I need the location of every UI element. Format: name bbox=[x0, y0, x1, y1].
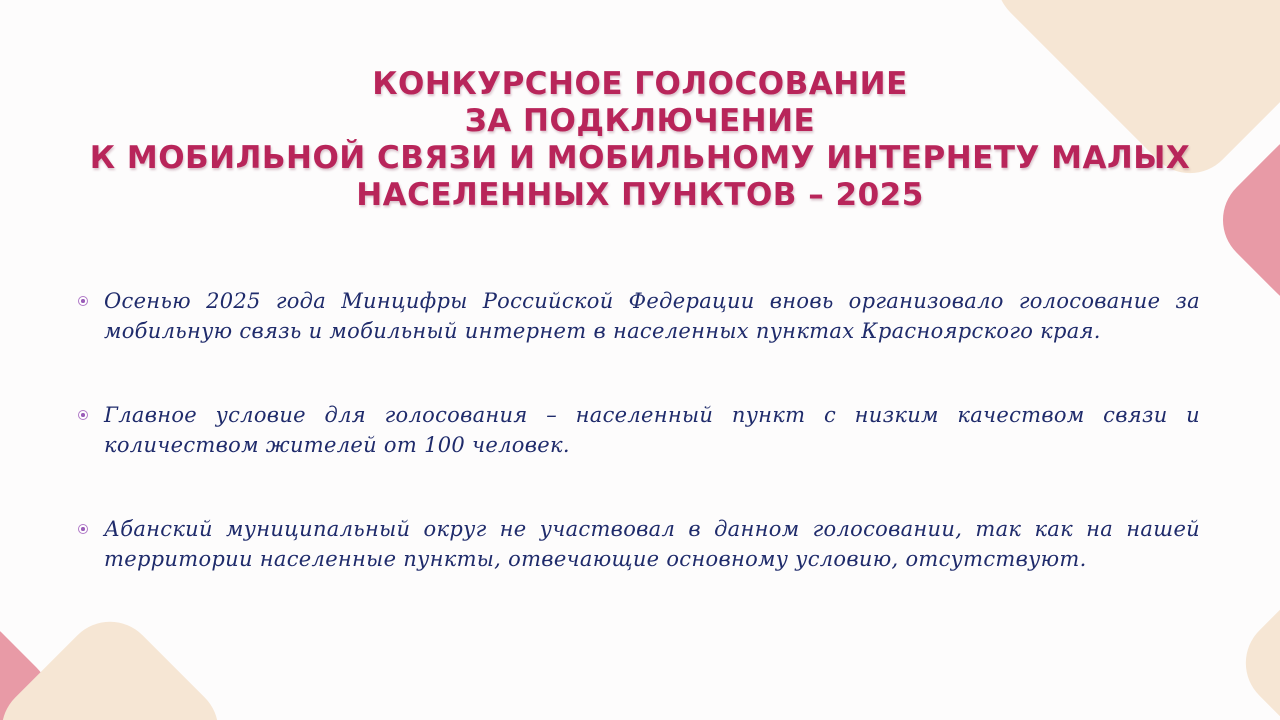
bullet-text: Абанский муниципальный округ не участвовал в данном голосовании, так как на нашей территории населенные пункты, отвечающие основному условию, отсутствуют. bbox=[104, 517, 1200, 571]
title-line: К МОБИЛЬНОЙ СВЯЗИ И МОБИЛЬНОМУ ИНТЕРНЕТУ МАЛЫХ bbox=[89, 140, 1191, 176]
bullet-item bbox=[78, 514, 1200, 574]
title-line: ЗА ПОДКЛЮЧЕНИЕ bbox=[464, 103, 816, 139]
bullet-text: Осенью 2025 года Минцифры Российской Федерации вновь организовало голосование за мобильную связь и мобильный интернет в населенных пунктах Красноярского края. bbox=[104, 289, 1200, 343]
bullet-dot-icon bbox=[78, 296, 88, 306]
bullet-dot-icon bbox=[78, 524, 88, 534]
bullet-text: Главное условие для голосования – населенный пункт с низким качеством связи и количеством жителей от 100 человек. bbox=[104, 403, 1200, 457]
title-line: КОНКУРСНОЕ ГОЛОСОВАНИЕ bbox=[372, 66, 908, 102]
bullet-list bbox=[78, 286, 1200, 628]
decor-peach-bottom-right bbox=[1227, 543, 1280, 720]
bullet-item bbox=[78, 286, 1200, 346]
slide-title bbox=[40, 66, 1240, 214]
title-line: НАСЕЛЕННЫХ ПУНКТОВ – 2025 bbox=[356, 177, 924, 213]
bullet-item bbox=[78, 400, 1200, 460]
bullet-dot-icon bbox=[78, 410, 88, 420]
